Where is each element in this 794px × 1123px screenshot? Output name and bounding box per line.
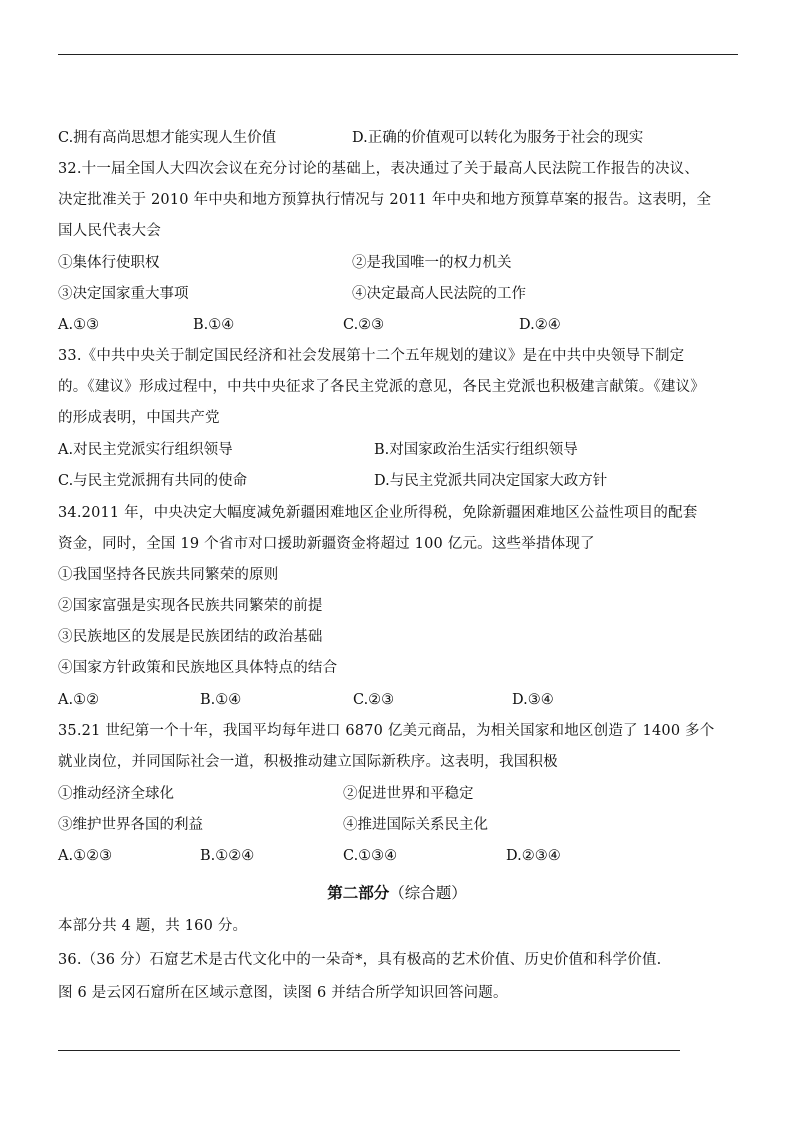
q33-option-c: C.与民主党派拥有共同的使命 — [58, 473, 248, 489]
q35-item-1: ①推动经济全球化 — [58, 786, 174, 802]
q35-choice-c: C.①③④ — [343, 848, 398, 864]
q34-choice-a: A.①② — [58, 692, 100, 708]
section-subtitle: （综合题） — [389, 884, 467, 902]
q34-stem-line-2: 资金，同时，全国 19 个省市对口援助新疆资金将超过 100 亿元。这些举措体现了 — [58, 536, 595, 552]
q32-choice-d: D.②④ — [519, 317, 561, 333]
footer-rule — [58, 1050, 680, 1051]
q36-stem-line-2: 图 6 是云冈石窟所在区域示意图，读图 6 并结合所学知识回答问题。 — [58, 985, 508, 1001]
q36-stem-line-1: 36.（36 分）石窟艺术是古代文化中的一朵奇*，具有极高的艺术价值、历史价值和科学价值. — [58, 952, 662, 968]
q33-option-d: D.与民主党派共同决定国家大政方针 — [374, 473, 608, 489]
q34-item-1: ①我国坚持各民族共同繁荣的原则 — [58, 567, 279, 583]
q35-choice-d: D.②③④ — [506, 848, 561, 864]
q33-option-b: B.对国家政治生活实行组织领导 — [374, 442, 578, 458]
q33-stem-line-2: 的。《建议》形成过程中，中共中央征求了各民主党派的意见，各民主党派也积极建言献策。《建议》 — [58, 379, 705, 395]
section-intro: 本部分共 4 题，共 160 分。 — [58, 918, 248, 934]
q33-stem-line-3: 的形成表明，中国共产党 — [58, 410, 220, 426]
q35-stem-line-2: 就业岗位，并同国际社会一道，积极推动建立国际新秩序。这表明，我国积极 — [58, 754, 558, 770]
q35-item-4: ④推进国际关系民主化 — [343, 817, 488, 833]
q34-choice-d: D.③④ — [512, 692, 554, 708]
q35-choice-b: B.①②④ — [200, 848, 255, 864]
q32-item-4: ④决定最高人民法院的工作 — [352, 286, 526, 302]
q35-choice-a: A.①②③ — [58, 848, 113, 864]
q35-stem-line-1: 35.21 世纪第一个十年，我国平均每年进口 6870 亿美元商品，为相关国家和地区创造了 1400 多个 — [58, 723, 715, 739]
q32-item-3: ③决定国家重大事项 — [58, 286, 189, 302]
q32-stem-line-3: 国人民代表大会 — [58, 223, 161, 239]
q34-item-4: ④国家方针政策和民族地区具体特点的结合 — [58, 660, 338, 676]
q35-item-2: ②促进世界和平稳定 — [343, 786, 474, 802]
q35-item-3: ③维护世界各国的利益 — [58, 817, 203, 833]
q31-option-d: D.正确的价值观可以转化为服务于社会的现实 — [352, 130, 644, 146]
q34-choice-c: C.②③ — [353, 692, 395, 708]
section-heading — [0, 882, 794, 904]
q31-option-c: C.拥有高尚思想才能实现人生价值 — [58, 130, 277, 146]
q32-item-2: ②是我国唯一的权力机关 — [352, 255, 512, 271]
q34-item-3: ③民族地区的发展是民族团结的政治基础 — [58, 629, 323, 645]
q33-option-a: A.对民主党派实行组织领导 — [58, 442, 233, 458]
section-title: 第二部分 — [327, 884, 390, 902]
q32-choice-a: A.①③ — [58, 317, 100, 333]
q34-item-2: ②国家富强是实现各民族共同繁荣的前提 — [58, 598, 323, 614]
q32-choice-b: B.①④ — [193, 317, 235, 333]
header-rule — [58, 54, 738, 55]
q33-stem-line-1: 33.《中共中央关于制定国民经济和社会发展第十二个五年规划的建议》是在中共中央领导下制定 — [58, 348, 685, 364]
q32-item-1: ①集体行使职权 — [58, 255, 160, 271]
q32-choice-c: C.②③ — [343, 317, 385, 333]
q34-stem-line-1: 34.2011 年，中央决定大幅度减免新疆困难地区企业所得税，免除新疆困难地区公益性项目的配套 — [58, 505, 698, 521]
q34-choice-b: B.①④ — [200, 692, 242, 708]
q32-stem-line-2: 决定批准关于 2010 年中央和地方预算执行情况与 2011 年中央和地方预算草案的报告。这表明，全 — [58, 192, 712, 208]
q32-stem-line-1: 32.十一届全国人大四次会议在充分讨论的基础上，表决通过了关于最高人民法院工作报告的决议、 — [58, 161, 700, 177]
